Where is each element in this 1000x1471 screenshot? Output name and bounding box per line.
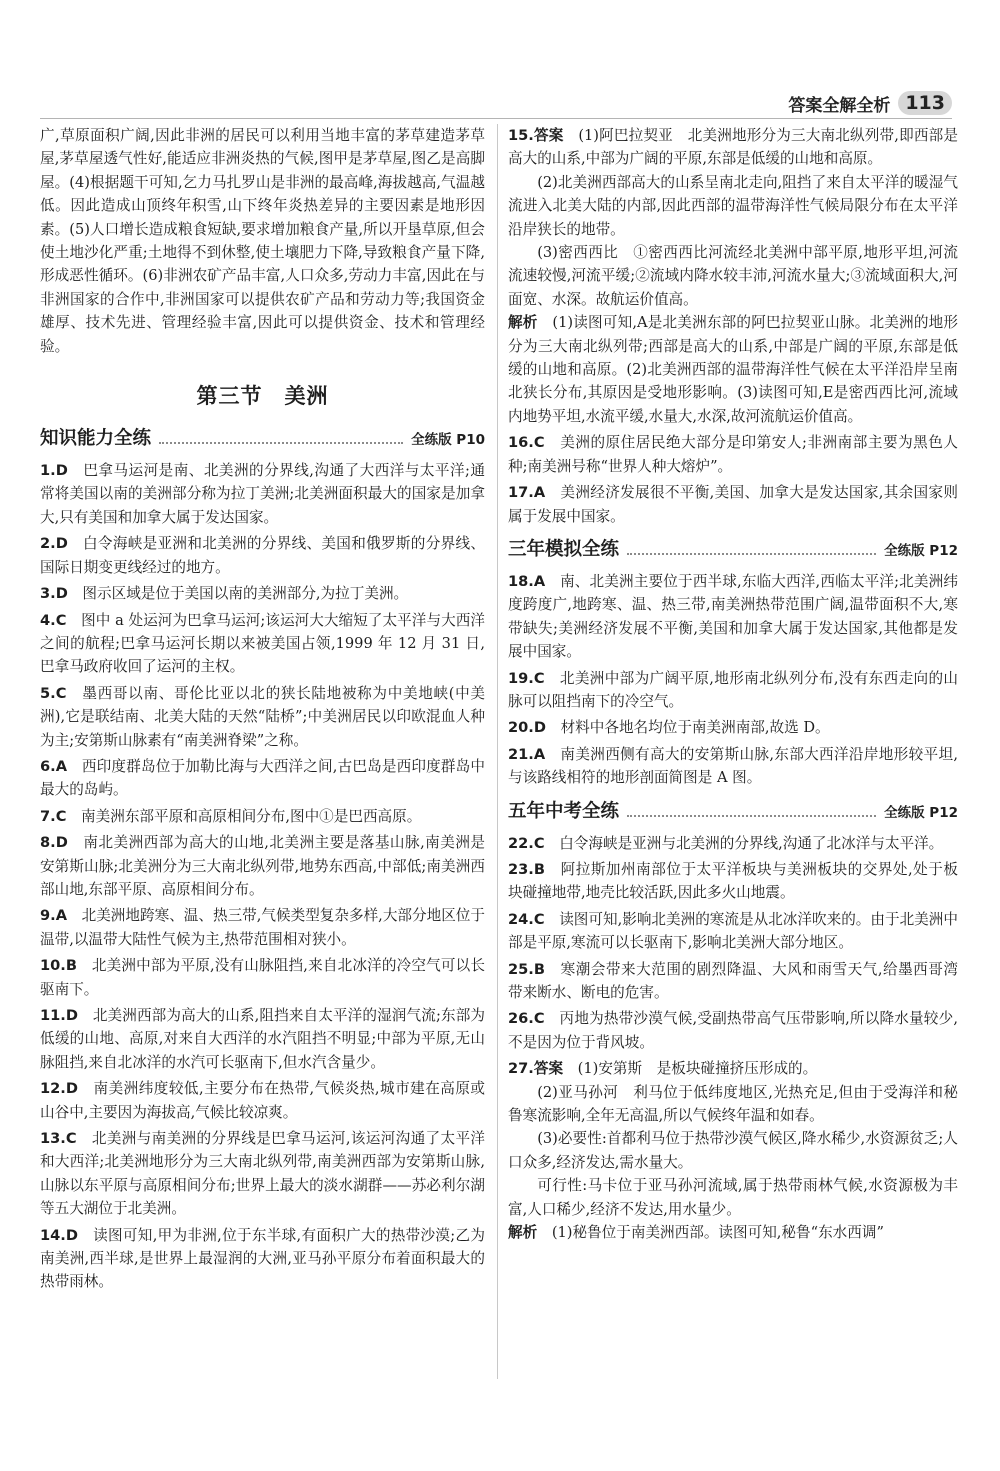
answer-text: 南、北美洲主要位于西半球,东临大西洋,西临太平洋;北美洲纬度跨度广,地跨寒、温、热三带,南美洲热带范围广阔,温带面积不大,寒带缺失;美洲经济发展不平衡,美国和加拿大属于发达国家,其他都是发展中国家。 xyxy=(508,572,958,661)
answer-text: 巴拿马运河是南、北美洲的分界线,沟通了大西洋与太平洋;通常将美国以南的美洲部分称为拉丁美洲;北美洲面积最大的国家是加拿大,只有美国和加拿大属于发达国家。 xyxy=(40,462,485,526)
answer-text: 北美洲与南美洲的分界线是巴拿马运河,该运河沟通了太平洋和大西洋;北美洲地形分为三大南北纵列带,南美洲西部为安第斯山脉,山脉以东平原与高原相间分布;世界上最大的淡水湖群——苏必利尔湖等五大湖位于北美洲。 xyxy=(40,1130,485,1218)
answer-number: 25.B xyxy=(508,960,545,978)
section-bar-page: 全练版 P12 xyxy=(884,804,958,821)
answer-text: 图示区域是位于美国以南的美洲部分,为拉丁美洲。 xyxy=(82,585,409,603)
answer-text: 丙地为热带沙漠气候,受副热带高气压带影响,所以降水量较少,不是因为位于背风坡。 xyxy=(508,1010,958,1051)
answer-text: 图中 a 处运河为巴拿马运河;该运河大大缩短了太平洋与大西洋之间的航程;巴拿马运河长期以来被美国占领,1999 年 12 月 31 日,巴拿马政府收回了运河的主权。 xyxy=(40,611,485,676)
answer-paragraph: (3)必要性:首都利马位于热带沙漠气候区,降水稀少,水资源贫乏;人口众多,经济发达,需水量大。 xyxy=(508,1130,958,1171)
section-bar-knowledge xyxy=(40,424,485,450)
answer-item xyxy=(40,954,485,1001)
answer-list xyxy=(508,570,958,790)
analysis-label: 解析 xyxy=(508,314,538,332)
answer-number: 8.D xyxy=(40,834,68,852)
answer-number: 5.C xyxy=(40,684,67,702)
section-bar-page: 全练版 P12 xyxy=(884,542,958,559)
section-bar-page: 全练版 P10 xyxy=(411,432,485,449)
header-rule xyxy=(40,118,952,119)
answer-text: 北美洲中部为广阔平原,地形南北纵列分布,没有东西走向的山脉可以阻挡南下的冷空气。 xyxy=(508,669,958,710)
column-divider xyxy=(497,124,498,1379)
answer-number: 21.A xyxy=(508,745,546,763)
answer-text: 南北美洲西部为高大的山地,北美洲主要是落基山脉,南美洲是安第斯山脉;北美洲分为三大南北纵列带,地势东西高,中部低;南美洲西部山地,东部平原、高原相间分布。 xyxy=(40,834,485,898)
answer-number: 2.D xyxy=(40,535,68,553)
answer-item xyxy=(40,1004,485,1074)
answer-15 xyxy=(508,124,958,428)
answer-item xyxy=(508,858,958,905)
section-bar-title: 知识能力全练 xyxy=(40,428,152,450)
answer-number: 6.A xyxy=(40,757,67,775)
answer-number: 9.A xyxy=(40,907,67,925)
answer-number: 26.C xyxy=(508,1010,545,1028)
answer-list xyxy=(508,431,958,528)
answer-text: (1)阿巴拉契亚 北美洲地形分为三大南北纵列带,即西部是高大的山系,中部为广阔的平原,东部是低缓的山地和高原。 xyxy=(508,127,958,168)
answer-number: 19.C xyxy=(508,669,545,687)
answer-text: 读图可知,甲为非洲,位于东半球,有面积广大的热带沙漠;乙为南美洲,西半球,是世界上最湿润的大洲,亚马孙平原分布着面积最大的热带雨林。 xyxy=(40,1226,485,1291)
answer-text: 寒潮会带来大范围的剧烈降温、大风和雨雪天气,给墨西哥湾带来断水、断电的危害。 xyxy=(508,960,958,1001)
answer-number: 11.D xyxy=(40,1007,78,1024)
answer-text: (1)安第斯 是板块碰撞挤压形成的。 xyxy=(577,1060,818,1078)
answer-27 xyxy=(508,1057,958,1244)
analysis-text: (1)秘鲁位于南美洲西部。读图可知,秘鲁“东水西调” xyxy=(551,1224,884,1242)
answer-number: 12.D xyxy=(40,1080,78,1098)
answer-item xyxy=(40,1127,485,1221)
dotted-leader xyxy=(627,553,876,555)
dotted-leader xyxy=(159,442,403,444)
answer-text: 美洲的原住居民绝大部分是印第安人;非洲南部主要为黑色人种;南美洲号称“世界人种大熔炉”。 xyxy=(508,434,958,475)
answer-text: 墨西哥以南、哥伦比亚以北的狭长陆地被称为中美地峡(中美洲),它是联结南、北美大陆的天然“陆桥”;中美洲居民以印欧混血人种为主;安第斯山脉素有“南美洲脊梁”之称。 xyxy=(40,684,485,749)
section-bar-three-year xyxy=(508,535,958,561)
answer-item xyxy=(40,1077,485,1124)
answer-number: 14.D xyxy=(40,1226,78,1244)
answer-item xyxy=(508,832,958,855)
answer-item xyxy=(40,532,485,579)
answer-number: 24.C xyxy=(508,910,545,928)
answer-item xyxy=(40,682,485,752)
answer-item xyxy=(40,459,485,529)
answer-number: 22.C xyxy=(508,834,545,852)
right-column xyxy=(508,124,958,1244)
answer-number: 13.C xyxy=(40,1130,77,1148)
answer-item xyxy=(40,1224,485,1294)
answer-text: 南美洲西侧有高大的安第斯山脉,东部大西洋沿岸地形较平坦,与该路线相符的地形剖面简图是 A 图。 xyxy=(508,745,958,787)
section-bar-five-year xyxy=(508,797,958,823)
answer-item xyxy=(508,908,958,955)
answer-item xyxy=(508,958,958,1005)
answer-number: 18.A xyxy=(508,572,546,590)
answer-number: 4.C xyxy=(40,611,67,629)
answer-paragraph: (2)亚马孙河 利马位于低纬度地区,光热充足,但由于受海洋和秘鲁寒流影响,全年无高温,所以气候终年温和如春。 xyxy=(508,1083,958,1125)
page-number: 113 xyxy=(898,91,952,115)
section-bar-title: 三年模拟全练 xyxy=(508,538,620,560)
answer-paragraph: (3)密西西比 ①密西西比河流经北美洲中部平原,地形平坦,河流流速较慢,河流平缓;②流域内降水较丰沛,河流水量大;③流域面积大,河面宽、水深。故航运价值高。 xyxy=(508,244,958,308)
answer-item xyxy=(40,831,485,901)
answer-item xyxy=(508,431,958,478)
answer-text: 美洲经济发展很不平衡,美国、加拿大是发达国家,其余国家则属于发展中国家。 xyxy=(508,484,958,525)
answer-text: 南美洲纬度较低,主要分布在热带,气候炎热,城市建在高原或山谷中,主要因为海拔高,气候比较凉爽。 xyxy=(40,1080,485,1121)
analysis-label: 解析 xyxy=(508,1224,538,1242)
section-bar-title: 五年中考全练 xyxy=(508,800,620,822)
answer-item xyxy=(40,609,485,679)
answer-item xyxy=(508,716,958,739)
analysis-text: (1)读图可知,A是北美洲东部的阿巴拉契亚山脉。北美洲的地形分为三大南北纵列带;西部是高大的山系,中部是广阔的平原,东部是低缓的山地和高原。(2)北美洲西部的温带海洋性气候在太平洋沿岸呈南北狭长分布,其原因是受地形影响。(3)读图可知,E是密西西比河,流域内地势平坦,水流平缓,水量大,水深,故河流航运价值高。 xyxy=(508,314,958,425)
answer-text: 白令海峡是亚洲与北美洲的分界线,沟通了北冰洋与太平洋。 xyxy=(559,834,944,852)
answer-number: 27.答案 xyxy=(508,1060,564,1078)
answer-item xyxy=(508,743,958,790)
answer-text: 南美洲东部平原和高原相间分布,图中①是巴西高原。 xyxy=(81,807,422,825)
answer-number: 7.C xyxy=(40,807,67,825)
header-title: 答案全解全析 xyxy=(788,95,891,116)
answer-number: 23.B xyxy=(508,860,545,878)
page-header xyxy=(788,88,952,118)
answer-text: 阿拉斯加州南部位于太平洋板块与美洲板块的交界处,处于板块碰撞地带,地壳比较活跃,因此多火山地震。 xyxy=(508,860,958,902)
answer-list xyxy=(40,459,485,1294)
answer-text: 读图可知,影响北美洲的寒流是从北冰洋吹来的。由于北美洲中部是平原,寒流可以长驱南下,影响北美洲大部分地区。 xyxy=(508,910,958,952)
answer-number: 3.D xyxy=(40,585,68,603)
answer-paragraph: 可行性:马卡位于亚马孙河流域,属于热带雨林气候,水资源极为丰富,人口稀少,经济不发达,用水量少。 xyxy=(508,1177,958,1218)
intro-paragraph: 广,草原面积广阔,因此非洲的居民可以利用当地丰富的茅草建造茅草屋,茅草屋透气性好,能适应非洲炎热的气候,图甲是茅草屋,图乙是高脚屋。(4)根据题干可知,乞力马扎罗山是非洲的最高峰,海拔越高,气温越低。因此造成山顶终年积雪,山下终年炎热差异的主要因素是地形因素。(5)人口增长造成粮食短缺,要求增加粮食产量,所以开垦草原,但会使土地沙化严重;土地得不到休整,使土壤肥力下降,导致粮食产量下降,形成恶性循环。(6)非洲农矿产品丰富,人口众多,劳动力丰富,因此在与非洲国家的合作中,非洲国家可以提供农矿产品和劳动力等;我国资金雄厚、技术先进、管理经验丰富,因此可以提供资金、技术和管理经验。 xyxy=(40,127,485,355)
answer-number: 17.A xyxy=(508,484,546,502)
answer-item xyxy=(40,755,485,802)
answer-number: 16.C xyxy=(508,434,545,452)
section-title: 第三节 美洲 xyxy=(196,384,329,409)
answer-text: 材料中各地名均位于南美洲南部,故选 D。 xyxy=(560,719,830,737)
answer-text: 西印度群岛位于加勒比海与大西洋之间,古巴岛是西印度群岛中最大的岛屿。 xyxy=(40,757,485,799)
answer-item xyxy=(40,582,485,605)
answer-number: 10.B xyxy=(40,957,77,975)
answer-number: 15.答案 xyxy=(508,127,564,144)
answer-item xyxy=(508,667,958,714)
answer-text: 白令海峡是亚洲和北美洲的分界线、美国和俄罗斯的分界线、国际日期变更线经过的地方。 xyxy=(40,535,485,576)
answer-number: 1.D xyxy=(40,462,68,480)
answer-item xyxy=(40,805,485,828)
answer-number: 20.D xyxy=(508,719,546,737)
answer-item xyxy=(508,570,958,664)
answer-item xyxy=(508,1007,958,1054)
answer-item xyxy=(40,904,485,951)
dotted-leader xyxy=(627,815,876,817)
answer-text: 北美洲中部为平原,没有山脉阻挡,来自北冰洋的冷空气可以长驱南下。 xyxy=(40,957,485,998)
answer-text: 北美洲地跨寒、温、热三带,气候类型复杂多样,大部分地区位于温带,以温带大陆性气候为主,热带范围相对狭小。 xyxy=(40,907,485,948)
answer-list xyxy=(508,832,958,1055)
answer-item xyxy=(508,481,958,528)
left-column xyxy=(40,124,485,1294)
answer-text: 北美洲西部为高大的山系,阻挡来自太平洋的湿润气流;东部为低缓的山地、高原,对来自大西洋的水汽阻挡不明显;中部为平原,无山脉阻挡,来自北冰洋的水汽可长驱南下,但水汽含量少。 xyxy=(40,1007,485,1071)
answer-paragraph: (2)北美洲西部高大的山系呈南北走向,阻挡了来自太平洋的暖湿气流进入北美大陆的内部,因此西部的温带海洋性气候局限分布在太平洋沿岸狭长的地带。 xyxy=(508,173,958,238)
